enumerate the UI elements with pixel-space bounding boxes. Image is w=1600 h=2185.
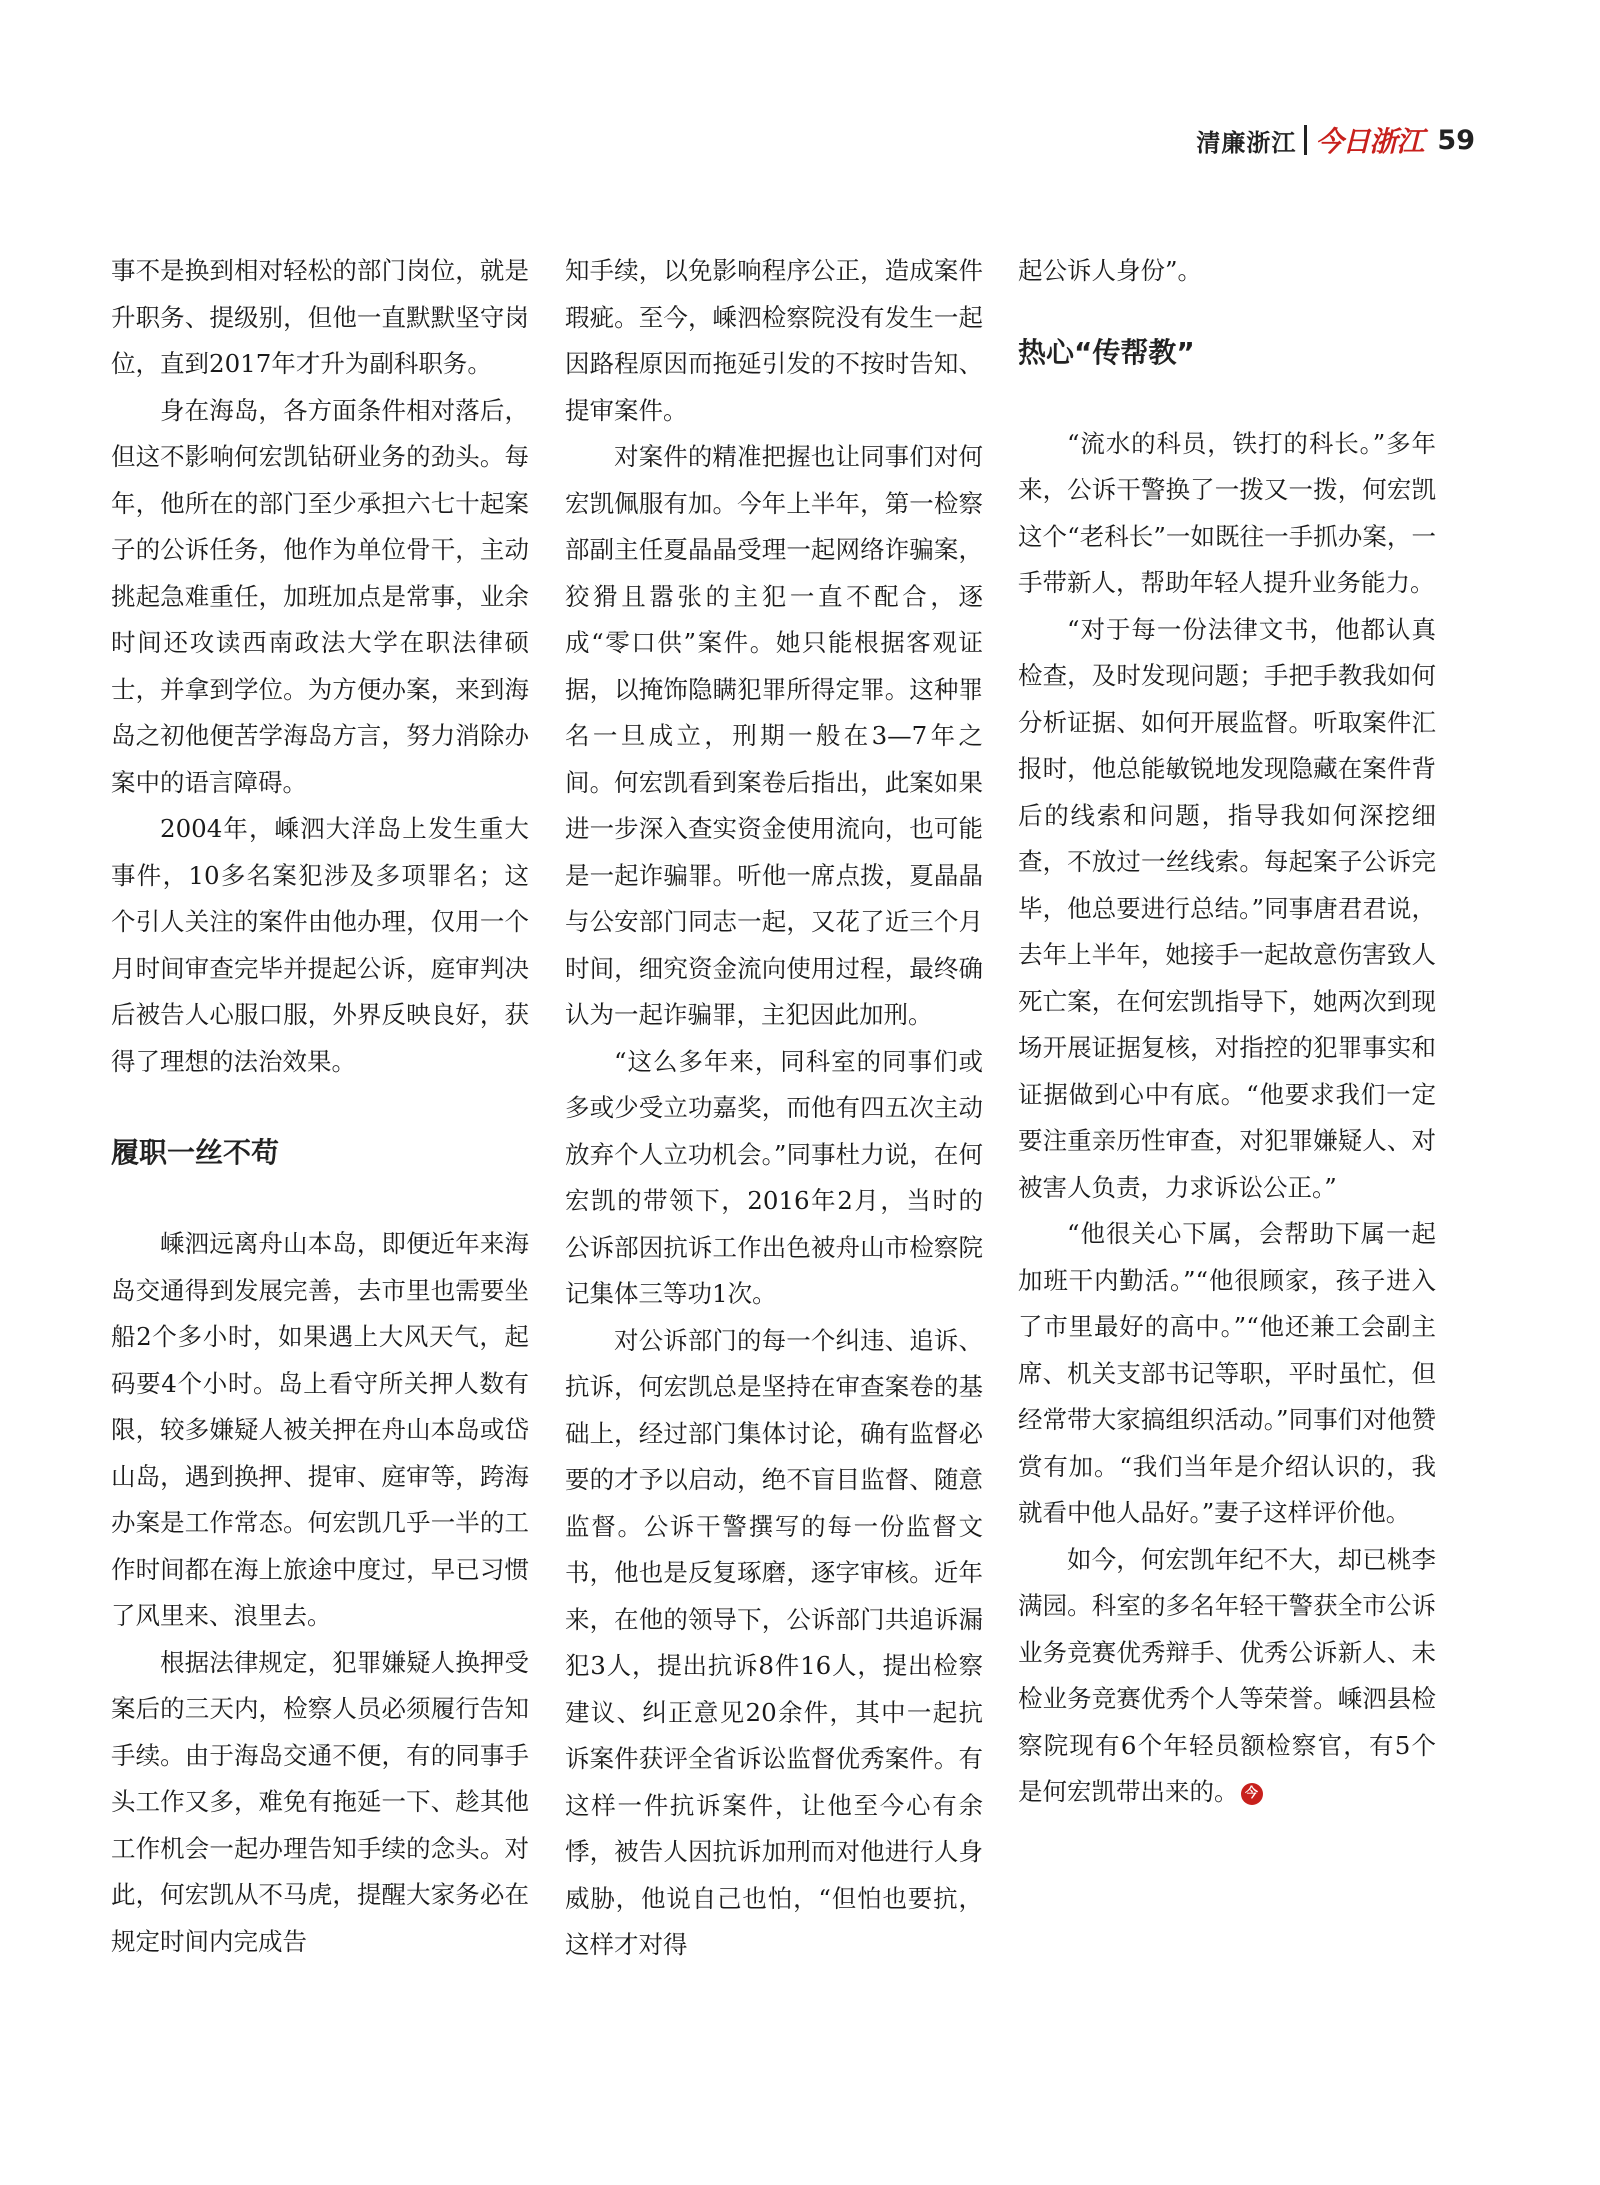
header-divider <box>1304 125 1307 155</box>
paragraph-text: 如今，何宏凯年纪不大，却已桃李满园。科室的多名年轻干警获全市公诉业务竞赛优秀辩手、优秀公诉新人、未检业务竞赛优秀个人等荣誉。嵊泗县检察院现有6个年轻员额检察官，有5个是何宏凯带出来的。 <box>1018 1544 1436 1806</box>
article-column-3 <box>1018 248 1436 1816</box>
paragraph: “他很关心下属，会帮助下属一起加班干内勤活。”“他很顾家，孩子进入了市里最好的高中。”“他还兼工会副主席、机关支部书记等职，平时虽忙，但经常带大家搞组织活动。”同事们对他赞赏有加。“我们当年是介绍认识的，我就看中他人品好。”妻子这样评价他。 <box>1018 1219 1436 1527</box>
paragraph: 知手续，以免影响程序公正，造成案件瑕疵。至今，嵊泗检察院没有发生一起因路程原因而拖延引发的不按时告知、提审案件。 <box>565 256 983 425</box>
section-title: 清廉浙江 <box>1196 128 1297 157</box>
paragraph: 嵊泗远离舟山本岛，即便近年来海岛交通得到发展完善，去市里也需要坐船2个多小时，如果遇上大风天气，起码要4个小时。岛上看守所关押人数有限，较多嫌疑人被关押在舟山本岛或岱山岛，遇到换押、提审、庭审等，跨海办案是工作常态。何宏凯几乎一半的工作时间都在海上旅途中度过，早已习惯了风里来、浪里去。 <box>111 1229 529 1630</box>
magazine-logo: 今日浙江 <box>1315 125 1424 158</box>
paragraph: 2004年，嵊泗大洋岛上发生重大事件，10多名案犯涉及多项罪名；这个引人关注的案件由他办理，仅用一个月时间审查完毕并提起公诉，庭审判决后被告人心服口服，外界反映良好，获得了理想的法治效果。 <box>111 814 529 1076</box>
section-subheading: 履职一丝不苟 <box>111 1136 280 1169</box>
article-column-1 <box>111 248 529 1965</box>
paragraph: 根据法律规定，犯罪嫌疑人换押受案后的三天内，检察人员必须履行告知手续。由于海岛交通不便，有的同事手头工作又多，难免有拖延一下、趁其他工作机会一起办理告知手续的念头。对此，何宏凯从不马虎，提醒大家务必在规定时间内完成告 <box>111 1647 529 1956</box>
article-column-2 <box>565 248 983 1969</box>
end-mark-icon: 今 <box>1241 1783 1263 1805</box>
paragraph: 对案件的精准把握也让同事们对何宏凯佩服有加。今年上半年，第一检察部副主任夏晶晶受理一起网络诈骗案，狡猾且嚣张的主犯一直不配合，逐成“零口供”案件。她只能根据客观证据，以掩饰隐瞒犯罪所得定罪。这种罪名一旦成立，刑期一般在3—7年之间。何宏凯看到案卷后指出，此案如果进一步深入查实资金使用流向，也可能是一起诈骗罪。听他一席点拨，夏晶晶与公安部门同志一起，又花了近三个月时间，细究资金流向使用过程，最终确认为一起诈骗罪，主犯因此加刑。 <box>565 442 983 1029</box>
page-number: 59 <box>1437 124 1475 156</box>
section-subheading: 热心“传帮教” <box>1018 335 1195 369</box>
page-header <box>1196 118 1475 162</box>
paragraph: 对公诉部门的每一个纠违、追诉、抗诉，何宏凯总是坚持在审查案卷的基础上，经过部门集体讨论，确有监督必要的才予以启动，绝不盲目监督、随意监督。公诉干警撰写的每一份监督文书，他也是反复琢磨，逐字审核。近年来，在他的领导下，公诉部门共追诉漏犯3人，提出抗诉8件16人，提出检察建议、纠正意见20余件，其中一起抗诉案件获评全省诉讼监督优秀案件。有这样一件抗诉案件，让他至今心有余悸，被告人因抗诉加刑而对他进行人身威胁，他说自己也怕，“但怕也要抗，这样才对得 <box>565 1325 983 1959</box>
paragraph: “流水的科员，铁打的科长。”多年来，公诉干警换了一拨又一拨，何宏凯这个“老科长”一如既往一手抓办案，一手带新人，帮助年轻人提升业务能力。 <box>1018 428 1436 597</box>
paragraph: 事不是换到相对轻松的部门岗位，就是升职务、提级别，但他一直默默坚守岗位，直到2017年才升为副科职务。 <box>111 256 529 378</box>
paragraph: “对于每一份法律文书，他都认真检查，及时发现问题；手把手教我如何分析证据、如何开展监督。听取案件汇报时，他总能敏锐地发现隐藏在案件背后的线索和问题，指导我如何深挖细查，不放过一丝线索。每起案子公诉完毕，他总要进行总结。”同事唐君君说，去年上半年，她接手一起故意伤害致人死亡案，在何宏凯指导下，她两次到现场开展证据复核，对指控的犯罪事实和证据做到心中有底。“他要求我们一定要注重亲历性审查，对犯罪嫌疑人、对被害人负责，力求诉讼公正。” <box>1018 614 1436 1202</box>
final-paragraph <box>1018 1537 1436 1816</box>
paragraph: 起公诉人身份”。 <box>1018 256 1203 285</box>
paragraph: “这么多年来，同科室的同事们或多或少受立功嘉奖，而他有四五次主动放弃个人立功机会。”同事杜力说，在何宏凯的带领下，2016年2月，当时的公诉部因抗诉工作出色被舟山市检察院记集体三等功1次。 <box>565 1046 983 1308</box>
paragraph: 身在海岛，各方面条件相对落后，但这不影响何宏凯钻研业务的劲头。每年，他所在的部门至少承担六七十起案子的公诉任务，他作为单位骨干，主动挑起急难重任，加班加点是常事，业余时间还攻读西南政法大学在职法律硕士，并拿到学位。为方便办案，来到海岛之初他便苦学海岛方言，努力消除办案中的语言障碍。 <box>111 395 529 797</box>
